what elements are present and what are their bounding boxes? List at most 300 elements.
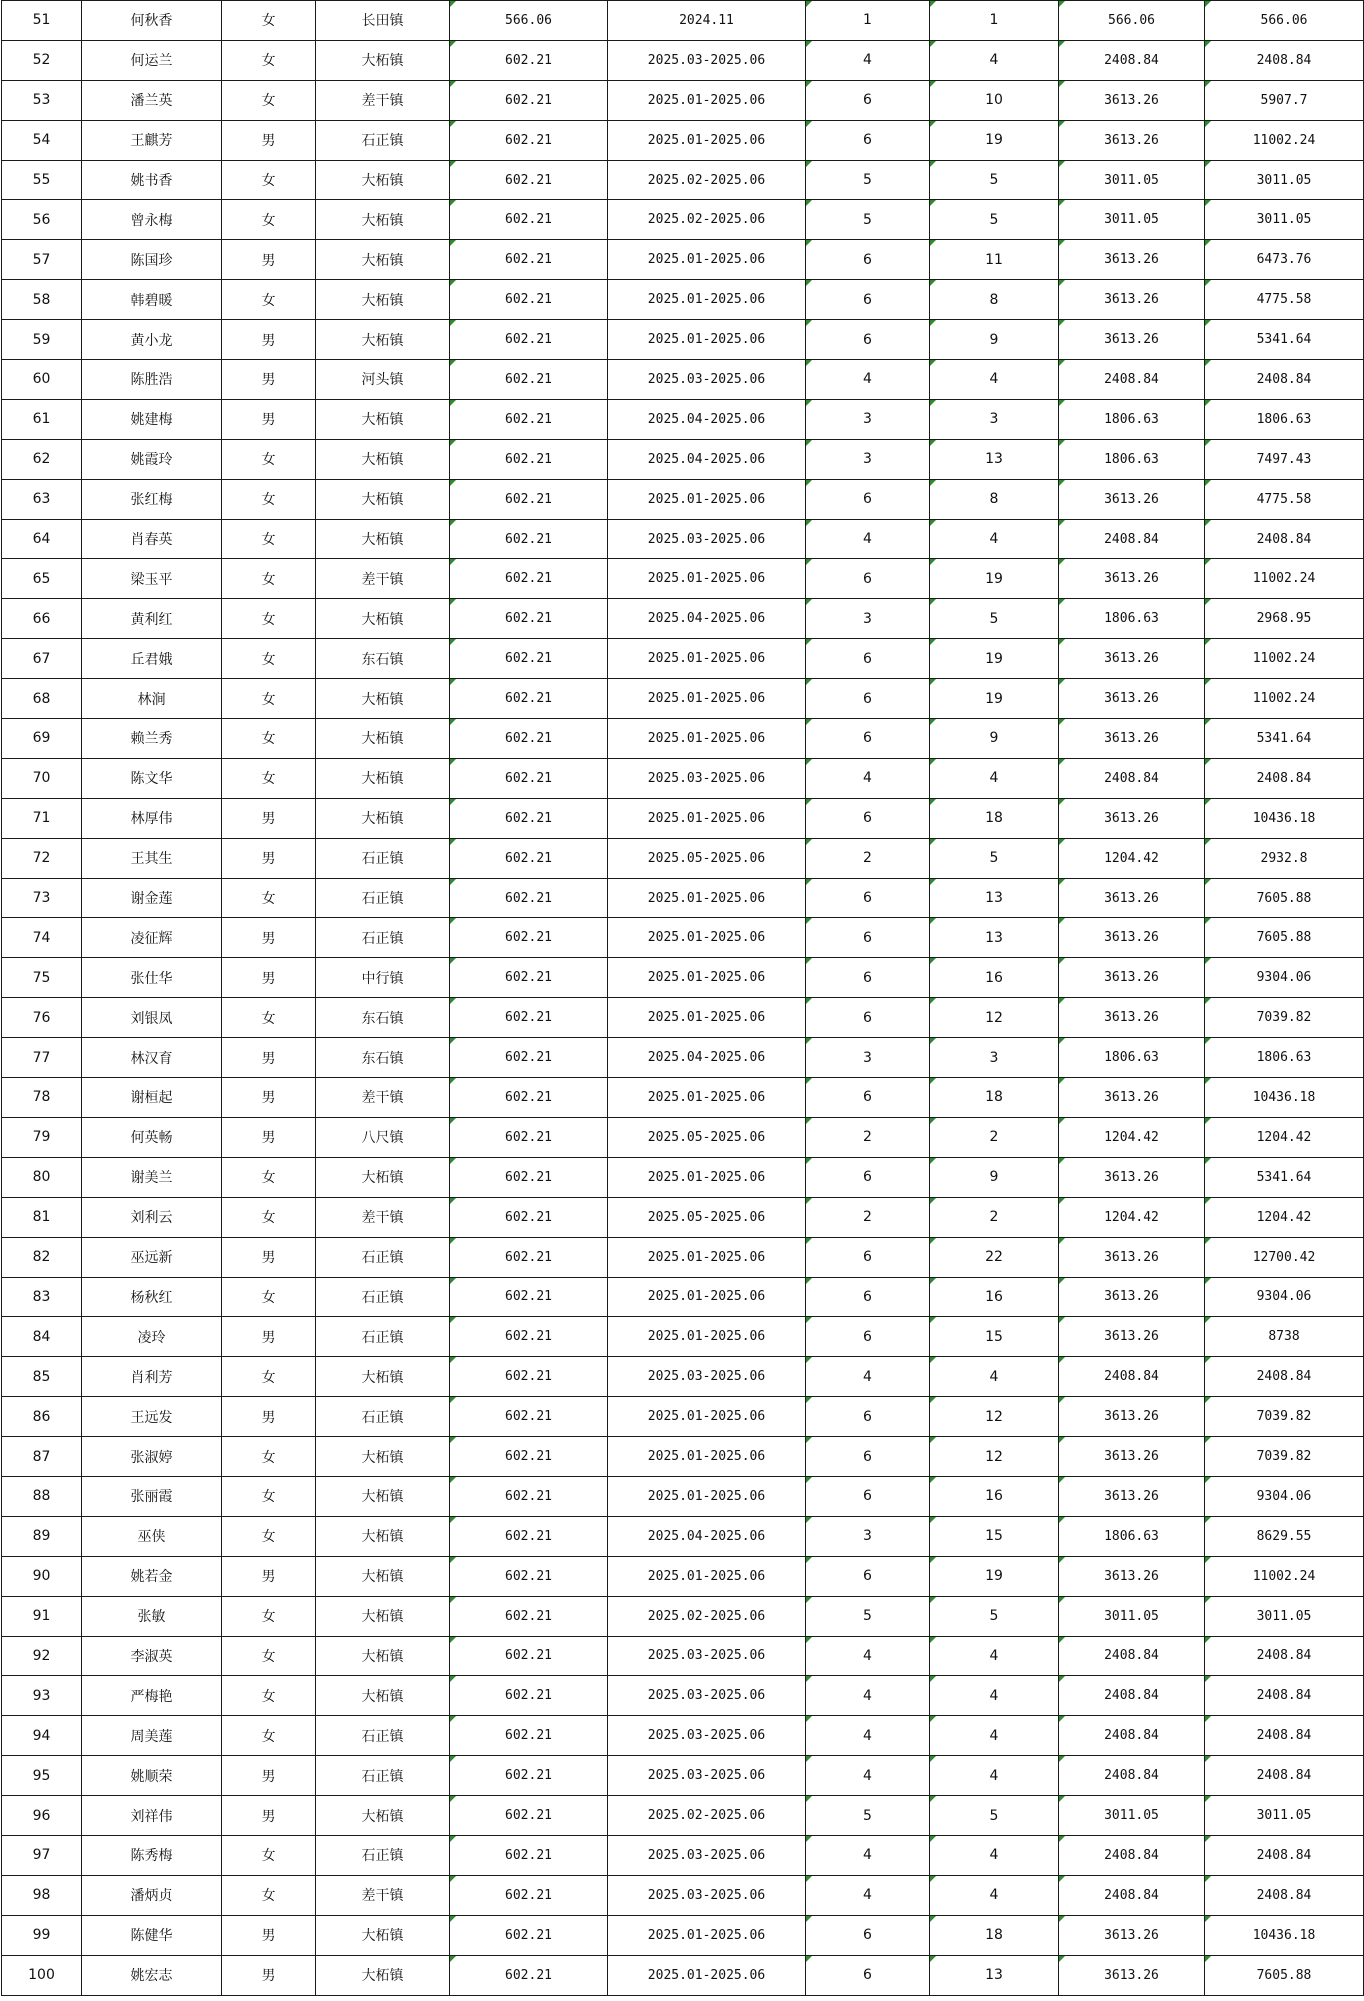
cell-row-index: 82 bbox=[2, 1237, 82, 1277]
cell-monthly-amount: 602.21 bbox=[450, 1317, 608, 1357]
cell-months: 4 bbox=[806, 1756, 930, 1796]
cell-period-amount: 2408.84 bbox=[1059, 519, 1205, 559]
cell-period-amount: 3613.26 bbox=[1059, 120, 1205, 160]
cell-months: 6 bbox=[806, 1397, 930, 1437]
cell-row-index: 86 bbox=[2, 1397, 82, 1437]
cell-town: 东石镇 bbox=[316, 639, 450, 679]
cell-period-amount: 3613.26 bbox=[1059, 639, 1205, 679]
cell-period-amount: 3011.05 bbox=[1059, 1596, 1205, 1636]
table-row bbox=[2, 1157, 1364, 1197]
cell-row-index: 76 bbox=[2, 998, 82, 1038]
cell-gender: 女 bbox=[222, 519, 316, 559]
cell-period-amount: 566.06 bbox=[1059, 1, 1205, 41]
cell-total-months: 18 bbox=[930, 1915, 1059, 1955]
table-row bbox=[2, 1476, 1364, 1516]
cell-total-amount: 11002.24 bbox=[1205, 1556, 1364, 1596]
cell-period: 2025.01-2025.06 bbox=[608, 240, 806, 280]
cell-row-index: 89 bbox=[2, 1516, 82, 1556]
cell-months: 4 bbox=[806, 1636, 930, 1676]
cell-period-amount: 2408.84 bbox=[1059, 1716, 1205, 1756]
cell-town: 石正镇 bbox=[316, 1277, 450, 1317]
cell-total-months: 9 bbox=[930, 719, 1059, 759]
cell-period: 2025.03-2025.06 bbox=[608, 1716, 806, 1756]
cell-name: 陈健华 bbox=[82, 1915, 222, 1955]
cell-gender: 女 bbox=[222, 1516, 316, 1556]
table-row bbox=[2, 1516, 1364, 1556]
cell-gender: 女 bbox=[222, 878, 316, 918]
cell-name: 张仕华 bbox=[82, 958, 222, 998]
cell-months: 6 bbox=[806, 719, 930, 759]
cell-town: 大柘镇 bbox=[316, 439, 450, 479]
cell-total-months: 19 bbox=[930, 559, 1059, 599]
cell-row-index: 77 bbox=[2, 1038, 82, 1078]
cell-period-amount: 3613.26 bbox=[1059, 1397, 1205, 1437]
cell-total-amount: 9304.06 bbox=[1205, 958, 1364, 998]
cell-monthly-amount: 602.21 bbox=[450, 559, 608, 599]
cell-total-amount: 2932.8 bbox=[1205, 838, 1364, 878]
cell-monthly-amount: 602.21 bbox=[450, 40, 608, 80]
cell-total-amount: 4775.58 bbox=[1205, 280, 1364, 320]
cell-row-index: 61 bbox=[2, 399, 82, 439]
data-table bbox=[1, 0, 1364, 1996]
cell-monthly-amount: 602.21 bbox=[450, 1955, 608, 1995]
cell-total-months: 9 bbox=[930, 320, 1059, 360]
cell-town: 大柘镇 bbox=[316, 1596, 450, 1636]
cell-period-amount: 2408.84 bbox=[1059, 1676, 1205, 1716]
cell-town: 大柘镇 bbox=[316, 1955, 450, 1995]
table-row bbox=[2, 838, 1364, 878]
cell-row-index: 87 bbox=[2, 1437, 82, 1477]
cell-total-amount: 12700.42 bbox=[1205, 1237, 1364, 1277]
cell-period-amount: 1806.63 bbox=[1059, 599, 1205, 639]
cell-name: 巫远新 bbox=[82, 1237, 222, 1277]
cell-row-index: 100 bbox=[2, 1955, 82, 1995]
cell-period: 2025.02-2025.06 bbox=[608, 200, 806, 240]
cell-monthly-amount: 602.21 bbox=[450, 1197, 608, 1237]
cell-monthly-amount: 602.21 bbox=[450, 1437, 608, 1477]
cell-total-amount: 2408.84 bbox=[1205, 758, 1364, 798]
cell-period-amount: 3613.26 bbox=[1059, 1237, 1205, 1277]
cell-period-amount: 3613.26 bbox=[1059, 80, 1205, 120]
cell-gender: 男 bbox=[222, 1955, 316, 1995]
cell-total-amount: 9304.06 bbox=[1205, 1476, 1364, 1516]
cell-period-amount: 2408.84 bbox=[1059, 1357, 1205, 1397]
cell-months: 6 bbox=[806, 1157, 930, 1197]
cell-town: 大柘镇 bbox=[316, 1915, 450, 1955]
cell-total-amount: 10436.18 bbox=[1205, 1915, 1364, 1955]
table-row bbox=[2, 120, 1364, 160]
cell-gender: 女 bbox=[222, 1835, 316, 1875]
table-row bbox=[2, 1716, 1364, 1756]
cell-total-months: 16 bbox=[930, 1476, 1059, 1516]
cell-name: 丘君娥 bbox=[82, 639, 222, 679]
cell-monthly-amount: 602.21 bbox=[450, 878, 608, 918]
cell-town: 大柘镇 bbox=[316, 519, 450, 559]
table-row bbox=[2, 320, 1364, 360]
cell-row-index: 94 bbox=[2, 1716, 82, 1756]
cell-gender: 女 bbox=[222, 1277, 316, 1317]
cell-total-months: 19 bbox=[930, 639, 1059, 679]
cell-monthly-amount: 602.21 bbox=[450, 120, 608, 160]
cell-total-amount: 3011.05 bbox=[1205, 1796, 1364, 1836]
cell-monthly-amount: 602.21 bbox=[450, 918, 608, 958]
cell-months: 3 bbox=[806, 1038, 930, 1078]
cell-name: 黄小龙 bbox=[82, 320, 222, 360]
cell-town: 石正镇 bbox=[316, 838, 450, 878]
cell-gender: 女 bbox=[222, 40, 316, 80]
cell-town: 大柘镇 bbox=[316, 758, 450, 798]
cell-months: 3 bbox=[806, 439, 930, 479]
cell-town: 石正镇 bbox=[316, 918, 450, 958]
cell-months: 6 bbox=[806, 1078, 930, 1118]
cell-total-amount: 3011.05 bbox=[1205, 160, 1364, 200]
table-body bbox=[2, 1, 1364, 1996]
cell-period-amount: 2408.84 bbox=[1059, 1636, 1205, 1676]
cell-period-amount: 1204.42 bbox=[1059, 1117, 1205, 1157]
cell-monthly-amount: 602.21 bbox=[450, 1397, 608, 1437]
cell-monthly-amount: 602.21 bbox=[450, 439, 608, 479]
table-row bbox=[2, 798, 1364, 838]
cell-town: 大柘镇 bbox=[316, 1676, 450, 1716]
cell-name: 张淑婷 bbox=[82, 1437, 222, 1477]
cell-gender: 女 bbox=[222, 1357, 316, 1397]
cell-months: 4 bbox=[806, 758, 930, 798]
cell-period-amount: 1204.42 bbox=[1059, 838, 1205, 878]
cell-row-index: 55 bbox=[2, 160, 82, 200]
cell-town: 大柘镇 bbox=[316, 599, 450, 639]
cell-period: 2025.01-2025.06 bbox=[608, 80, 806, 120]
cell-period: 2025.01-2025.06 bbox=[608, 918, 806, 958]
cell-gender: 男 bbox=[222, 1117, 316, 1157]
cell-gender: 男 bbox=[222, 958, 316, 998]
cell-period: 2025.01-2025.06 bbox=[608, 1476, 806, 1516]
cell-period-amount: 1806.63 bbox=[1059, 1038, 1205, 1078]
cell-total-months: 4 bbox=[930, 758, 1059, 798]
cell-monthly-amount: 602.21 bbox=[450, 1277, 608, 1317]
cell-name: 陈文华 bbox=[82, 758, 222, 798]
cell-months: 6 bbox=[806, 280, 930, 320]
cell-monthly-amount: 602.21 bbox=[450, 758, 608, 798]
cell-row-index: 91 bbox=[2, 1596, 82, 1636]
cell-gender: 女 bbox=[222, 998, 316, 1038]
cell-name: 潘兰英 bbox=[82, 80, 222, 120]
cell-gender: 男 bbox=[222, 1237, 316, 1277]
cell-total-months: 4 bbox=[930, 1835, 1059, 1875]
cell-town: 大柘镇 bbox=[316, 1357, 450, 1397]
cell-period: 2025.04-2025.06 bbox=[608, 1038, 806, 1078]
cell-total-months: 4 bbox=[930, 1875, 1059, 1915]
cell-gender: 女 bbox=[222, 80, 316, 120]
cell-total-amount: 7039.82 bbox=[1205, 1437, 1364, 1477]
cell-gender: 女 bbox=[222, 758, 316, 798]
cell-months: 6 bbox=[806, 918, 930, 958]
cell-row-index: 51 bbox=[2, 1, 82, 41]
cell-name: 姚宏志 bbox=[82, 1955, 222, 1995]
cell-town: 大柘镇 bbox=[316, 240, 450, 280]
cell-total-months: 19 bbox=[930, 1556, 1059, 1596]
cell-gender: 男 bbox=[222, 1397, 316, 1437]
cell-gender: 女 bbox=[222, 200, 316, 240]
cell-monthly-amount: 602.21 bbox=[450, 200, 608, 240]
cell-period-amount: 3613.26 bbox=[1059, 719, 1205, 759]
cell-period: 2025.01-2025.06 bbox=[608, 998, 806, 1038]
cell-town: 东石镇 bbox=[316, 998, 450, 1038]
cell-row-index: 97 bbox=[2, 1835, 82, 1875]
table-row bbox=[2, 1875, 1364, 1915]
cell-total-months: 2 bbox=[930, 1117, 1059, 1157]
cell-months: 6 bbox=[806, 120, 930, 160]
cell-period: 2025.03-2025.06 bbox=[608, 1676, 806, 1716]
cell-period: 2025.05-2025.06 bbox=[608, 1117, 806, 1157]
table-row bbox=[2, 599, 1364, 639]
cell-gender: 女 bbox=[222, 719, 316, 759]
cell-total-months: 4 bbox=[930, 360, 1059, 400]
cell-name: 刘银凤 bbox=[82, 998, 222, 1038]
cell-name: 陈秀梅 bbox=[82, 1835, 222, 1875]
cell-monthly-amount: 602.21 bbox=[450, 240, 608, 280]
cell-months: 4 bbox=[806, 40, 930, 80]
cell-total-months: 16 bbox=[930, 958, 1059, 998]
cell-town: 大柘镇 bbox=[316, 200, 450, 240]
cell-town: 大柘镇 bbox=[316, 1796, 450, 1836]
cell-name: 赖兰秀 bbox=[82, 719, 222, 759]
cell-gender: 女 bbox=[222, 479, 316, 519]
cell-period: 2025.04-2025.06 bbox=[608, 1516, 806, 1556]
cell-total-months: 5 bbox=[930, 1596, 1059, 1636]
cell-total-amount: 7605.88 bbox=[1205, 878, 1364, 918]
cell-months: 3 bbox=[806, 399, 930, 439]
cell-months: 6 bbox=[806, 80, 930, 120]
cell-row-index: 54 bbox=[2, 120, 82, 160]
cell-period: 2025.05-2025.06 bbox=[608, 1197, 806, 1237]
cell-months: 6 bbox=[806, 479, 930, 519]
cell-name: 刘利云 bbox=[82, 1197, 222, 1237]
cell-period-amount: 3613.26 bbox=[1059, 240, 1205, 280]
cell-name: 林涧 bbox=[82, 679, 222, 719]
table-row bbox=[2, 519, 1364, 559]
cell-period: 2025.04-2025.06 bbox=[608, 399, 806, 439]
cell-row-index: 65 bbox=[2, 559, 82, 599]
cell-monthly-amount: 602.21 bbox=[450, 360, 608, 400]
cell-gender: 男 bbox=[222, 360, 316, 400]
cell-period: 2025.01-2025.06 bbox=[608, 1078, 806, 1118]
cell-period-amount: 3613.26 bbox=[1059, 1317, 1205, 1357]
cell-monthly-amount: 602.21 bbox=[450, 1796, 608, 1836]
table-row bbox=[2, 1636, 1364, 1676]
table-row bbox=[2, 439, 1364, 479]
cell-gender: 女 bbox=[222, 280, 316, 320]
cell-town: 大柘镇 bbox=[316, 798, 450, 838]
cell-monthly-amount: 602.21 bbox=[450, 1636, 608, 1676]
cell-total-amount: 8629.55 bbox=[1205, 1516, 1364, 1556]
cell-monthly-amount: 602.21 bbox=[450, 399, 608, 439]
cell-row-index: 83 bbox=[2, 1277, 82, 1317]
cell-town: 大柘镇 bbox=[316, 1516, 450, 1556]
cell-name: 王麒芳 bbox=[82, 120, 222, 160]
cell-total-amount: 2408.84 bbox=[1205, 1636, 1364, 1676]
cell-town: 差干镇 bbox=[316, 1197, 450, 1237]
cell-total-months: 18 bbox=[930, 798, 1059, 838]
table-row bbox=[2, 80, 1364, 120]
cell-row-index: 80 bbox=[2, 1157, 82, 1197]
cell-town: 石正镇 bbox=[316, 1237, 450, 1277]
cell-total-months: 4 bbox=[930, 40, 1059, 80]
cell-period: 2025.05-2025.06 bbox=[608, 838, 806, 878]
cell-period-amount: 2408.84 bbox=[1059, 40, 1205, 80]
cell-total-amount: 1204.42 bbox=[1205, 1197, 1364, 1237]
cell-period-amount: 3613.26 bbox=[1059, 918, 1205, 958]
cell-period: 2025.01-2025.06 bbox=[608, 1915, 806, 1955]
cell-town: 大柘镇 bbox=[316, 679, 450, 719]
cell-total-months: 3 bbox=[930, 399, 1059, 439]
cell-name: 杨秋红 bbox=[82, 1277, 222, 1317]
cell-gender: 女 bbox=[222, 639, 316, 679]
cell-row-index: 60 bbox=[2, 360, 82, 400]
cell-months: 6 bbox=[806, 1437, 930, 1477]
cell-total-months: 15 bbox=[930, 1516, 1059, 1556]
cell-row-index: 64 bbox=[2, 519, 82, 559]
cell-monthly-amount: 602.21 bbox=[450, 80, 608, 120]
cell-name: 姚若金 bbox=[82, 1556, 222, 1596]
cell-row-index: 59 bbox=[2, 320, 82, 360]
table-row bbox=[2, 160, 1364, 200]
cell-gender: 男 bbox=[222, 1317, 316, 1357]
cell-total-months: 3 bbox=[930, 1038, 1059, 1078]
cell-town: 差干镇 bbox=[316, 1078, 450, 1118]
table-row bbox=[2, 1078, 1364, 1118]
cell-total-amount: 5341.64 bbox=[1205, 1157, 1364, 1197]
cell-period-amount: 3613.26 bbox=[1059, 1955, 1205, 1995]
cell-row-index: 69 bbox=[2, 719, 82, 759]
cell-gender: 女 bbox=[222, 1875, 316, 1915]
cell-total-amount: 7605.88 bbox=[1205, 918, 1364, 958]
cell-name: 严梅艳 bbox=[82, 1676, 222, 1716]
cell-total-amount: 11002.24 bbox=[1205, 559, 1364, 599]
cell-total-amount: 11002.24 bbox=[1205, 679, 1364, 719]
cell-total-months: 12 bbox=[930, 1437, 1059, 1477]
cell-months: 5 bbox=[806, 1796, 930, 1836]
cell-total-amount: 3011.05 bbox=[1205, 200, 1364, 240]
cell-town: 大柘镇 bbox=[316, 1556, 450, 1596]
cell-gender: 女 bbox=[222, 1, 316, 41]
cell-name: 陈胜浩 bbox=[82, 360, 222, 400]
table-row bbox=[2, 1197, 1364, 1237]
table-row bbox=[2, 1397, 1364, 1437]
cell-months: 5 bbox=[806, 1596, 930, 1636]
cell-period-amount: 3613.26 bbox=[1059, 958, 1205, 998]
cell-town: 八尺镇 bbox=[316, 1117, 450, 1157]
cell-months: 5 bbox=[806, 200, 930, 240]
cell-months: 6 bbox=[806, 878, 930, 918]
table-row bbox=[2, 639, 1364, 679]
cell-name: 肖春英 bbox=[82, 519, 222, 559]
cell-gender: 男 bbox=[222, 399, 316, 439]
cell-town: 差干镇 bbox=[316, 80, 450, 120]
cell-total-amount: 10436.18 bbox=[1205, 798, 1364, 838]
cell-row-index: 81 bbox=[2, 1197, 82, 1237]
cell-row-index: 95 bbox=[2, 1756, 82, 1796]
cell-months: 6 bbox=[806, 1915, 930, 1955]
cell-total-months: 8 bbox=[930, 479, 1059, 519]
cell-period-amount: 3613.26 bbox=[1059, 1157, 1205, 1197]
cell-period: 2025.04-2025.06 bbox=[608, 439, 806, 479]
table-row bbox=[2, 1277, 1364, 1317]
cell-town: 大柘镇 bbox=[316, 479, 450, 519]
cell-total-amount: 11002.24 bbox=[1205, 120, 1364, 160]
cell-monthly-amount: 602.21 bbox=[450, 1038, 608, 1078]
cell-monthly-amount: 566.06 bbox=[450, 1, 608, 41]
cell-gender: 女 bbox=[222, 1636, 316, 1676]
cell-total-months: 8 bbox=[930, 280, 1059, 320]
cell-row-index: 85 bbox=[2, 1357, 82, 1397]
cell-period: 2025.01-2025.06 bbox=[608, 1437, 806, 1477]
cell-period-amount: 3613.26 bbox=[1059, 320, 1205, 360]
cell-period: 2024.11 bbox=[608, 1, 806, 41]
cell-total-months: 10 bbox=[930, 80, 1059, 120]
cell-row-index: 67 bbox=[2, 639, 82, 679]
cell-town: 大柘镇 bbox=[316, 1157, 450, 1197]
cell-period: 2025.03-2025.06 bbox=[608, 1875, 806, 1915]
cell-total-months: 22 bbox=[930, 1237, 1059, 1277]
cell-town: 石正镇 bbox=[316, 1716, 450, 1756]
cell-total-amount: 9304.06 bbox=[1205, 1277, 1364, 1317]
cell-monthly-amount: 602.21 bbox=[450, 280, 608, 320]
cell-name: 巫侠 bbox=[82, 1516, 222, 1556]
cell-period-amount: 3613.26 bbox=[1059, 1078, 1205, 1118]
cell-gender: 男 bbox=[222, 1756, 316, 1796]
table-row bbox=[2, 1796, 1364, 1836]
cell-total-months: 2 bbox=[930, 1197, 1059, 1237]
cell-monthly-amount: 602.21 bbox=[450, 1237, 608, 1277]
table-row bbox=[2, 1915, 1364, 1955]
cell-monthly-amount: 602.21 bbox=[450, 1516, 608, 1556]
cell-total-amount: 2408.84 bbox=[1205, 1756, 1364, 1796]
cell-town: 中行镇 bbox=[316, 958, 450, 998]
cell-monthly-amount: 602.21 bbox=[450, 1756, 608, 1796]
cell-name: 林汉育 bbox=[82, 1038, 222, 1078]
cell-total-amount: 1204.42 bbox=[1205, 1117, 1364, 1157]
cell-period: 2025.03-2025.06 bbox=[608, 1835, 806, 1875]
cell-town: 大柘镇 bbox=[316, 280, 450, 320]
cell-total-amount: 5341.64 bbox=[1205, 719, 1364, 759]
cell-monthly-amount: 602.21 bbox=[450, 1078, 608, 1118]
cell-total-amount: 6473.76 bbox=[1205, 240, 1364, 280]
table-row bbox=[2, 1756, 1364, 1796]
cell-total-amount: 2408.84 bbox=[1205, 360, 1364, 400]
table-row bbox=[2, 1038, 1364, 1078]
cell-period: 2025.01-2025.06 bbox=[608, 1277, 806, 1317]
cell-monthly-amount: 602.21 bbox=[450, 1716, 608, 1756]
cell-months: 4 bbox=[806, 1875, 930, 1915]
cell-months: 6 bbox=[806, 320, 930, 360]
cell-monthly-amount: 602.21 bbox=[450, 838, 608, 878]
cell-name: 何秋香 bbox=[82, 1, 222, 41]
cell-months: 3 bbox=[806, 1516, 930, 1556]
table-row bbox=[2, 40, 1364, 80]
cell-period-amount: 3613.26 bbox=[1059, 280, 1205, 320]
cell-period: 2025.01-2025.06 bbox=[608, 559, 806, 599]
cell-gender: 男 bbox=[222, 120, 316, 160]
cell-total-months: 12 bbox=[930, 1397, 1059, 1437]
cell-total-amount: 11002.24 bbox=[1205, 639, 1364, 679]
cell-total-months: 4 bbox=[930, 519, 1059, 559]
cell-total-amount: 2408.84 bbox=[1205, 40, 1364, 80]
cell-months: 4 bbox=[806, 1835, 930, 1875]
cell-gender: 女 bbox=[222, 1716, 316, 1756]
cell-total-months: 9 bbox=[930, 1157, 1059, 1197]
cell-gender: 女 bbox=[222, 599, 316, 639]
cell-name: 谢美兰 bbox=[82, 1157, 222, 1197]
